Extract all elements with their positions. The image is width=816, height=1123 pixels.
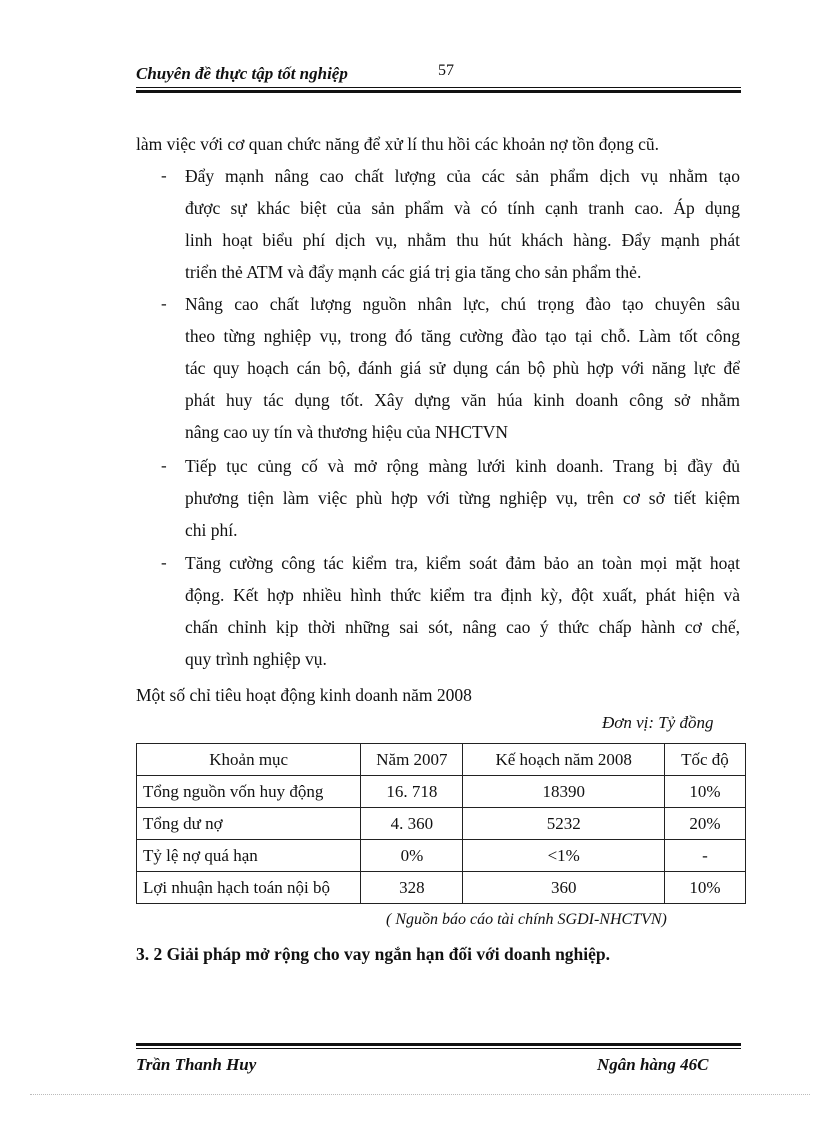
- paragraph-line: Tăng cường công tác kiểm tra, kiểm soát đảm bảo an toàn mọi mặt hoạt: [185, 553, 740, 573]
- paragraph-line: triển thẻ ATM và đẩy mạnh các giá trị gia tăng cho sản phẩm thẻ.: [185, 262, 642, 282]
- table-cell: 328: [361, 872, 463, 904]
- paragraph-line: chấn chỉnh kịp thời những sai sót, nâng cao ý thức chấp hành cơ chế,: [185, 617, 740, 637]
- table-cell: <1%: [463, 840, 664, 872]
- paragraph-line: Nâng cao chất lượng nguồn nhân lực, chú trọng đào tạo chuyên sâu: [185, 294, 740, 314]
- table-cell: 10%: [664, 872, 745, 904]
- table-intro: Một số chỉ tiêu hoạt động kinh doanh năm 2008: [136, 685, 472, 705]
- paragraph-line: quy trình nghiệp vụ.: [185, 649, 327, 669]
- table-row: [137, 872, 746, 904]
- paragraph-line: nâng cao uy tín và thương hiệu của NHCTVN: [185, 422, 508, 442]
- table-row: [137, 776, 746, 808]
- paragraph-line: chi phí.: [185, 520, 238, 540]
- paragraph-line: phương tiện làm việc phù hợp với từng nghiệp vụ, trên cơ sở tiết kiệm: [185, 488, 740, 508]
- bullet-item-1: [185, 160, 740, 288]
- footer-author: Trần Thanh Huy: [136, 1055, 257, 1074]
- paragraph-line: được sự khác biệt của sản phẩm và có tính cạnh tranh cao. Áp dụng: [185, 198, 740, 218]
- indicators-table: [136, 743, 746, 904]
- bullet-item-3: [185, 450, 740, 546]
- table-header-cell: Kế hoạch năm 2008: [463, 744, 664, 776]
- unit-label: Đơn vị: Tỷ đồng: [602, 713, 714, 732]
- table-header-cell: Khoản mục: [137, 744, 361, 776]
- bullet-dash: -: [161, 294, 167, 313]
- paragraph-line: động. Kết hợp nhiều hình thức kiểm tra định kỳ, đột xuất, phát hiện và: [185, 585, 740, 605]
- paragraph-line: tác quy hoạch cán bộ, đánh giá sử dụng cán bộ phù hợp với năng lực để: [185, 358, 740, 378]
- footer-rule-thin: [136, 1048, 741, 1049]
- footer-rule-thick: [136, 1043, 741, 1046]
- paragraph-line: theo từng nghiệp vụ, trong đó tăng cường đào tạo tại chỗ. Làm tốt công: [185, 326, 740, 346]
- table-header-cell: Tốc độ: [664, 744, 745, 776]
- table-cell: -: [664, 840, 745, 872]
- header-title: Chuyên đề thực tập tốt nghiệp: [136, 64, 348, 83]
- table-cell: Lợi nhuận hạch toán nội bộ: [137, 872, 361, 904]
- table-row: [137, 808, 746, 840]
- page-bottom-divider: [30, 1094, 810, 1095]
- table-cell: 10%: [664, 776, 745, 808]
- table-cell: 360: [463, 872, 664, 904]
- table-cell: 5232: [463, 808, 664, 840]
- bullet-item-2: [185, 288, 740, 448]
- table-cell: 18390: [463, 776, 664, 808]
- page-header: [136, 60, 740, 88]
- paragraph-line: linh hoạt biểu phí dịch vụ, nhằm thu hút khách hàng. Đẩy mạnh phát: [185, 230, 740, 250]
- table-source: ( Nguồn báo cáo tài chính SGDI-NHCTVN): [386, 911, 667, 928]
- table-cell: Tổng dư nợ: [137, 808, 361, 840]
- table-cell: Tổng nguồn vốn huy động: [137, 776, 361, 808]
- table-row: [137, 840, 746, 872]
- bullet-dash: -: [161, 553, 167, 572]
- bullet-dash: -: [161, 456, 167, 475]
- bullet-item-4: [185, 547, 740, 675]
- table-cell: 0%: [361, 840, 463, 872]
- table-cell: 4. 360: [361, 808, 463, 840]
- table-cell: 20%: [664, 808, 745, 840]
- table-header-cell: Năm 2007: [361, 744, 463, 776]
- paragraph-line: phát huy tác dụng tốt. Xây dựng văn húa kinh doanh công sở nhằm: [185, 390, 740, 410]
- page-number: 57: [438, 62, 454, 79]
- header-rule-thin: [136, 87, 741, 88]
- paragraph-line: Đẩy mạnh nâng cao chất lượng của các sản phẩm dịch vụ nhằm tạo: [185, 166, 740, 186]
- table-cell: Tỷ lệ nợ quá hạn: [137, 840, 361, 872]
- opening-line: làm việc với cơ quan chức năng để xử lí thu hồi các khoản nợ tồn đọng cũ.: [136, 134, 659, 154]
- section-heading: 3. 2 Giải pháp mở rộng cho vay ngắn hạn đối với doanh nghiệp.: [136, 944, 611, 964]
- footer-class: Ngân hàng 46C: [597, 1055, 709, 1074]
- table-cell: 16. 718: [361, 776, 463, 808]
- paragraph-line: Tiếp tục củng cố và mở rộng màng lưới kinh doanh. Trang bị đầy đủ: [185, 456, 740, 476]
- header-rule-thick: [136, 90, 741, 93]
- table-header-row: [137, 744, 746, 776]
- bullet-dash: -: [161, 166, 167, 185]
